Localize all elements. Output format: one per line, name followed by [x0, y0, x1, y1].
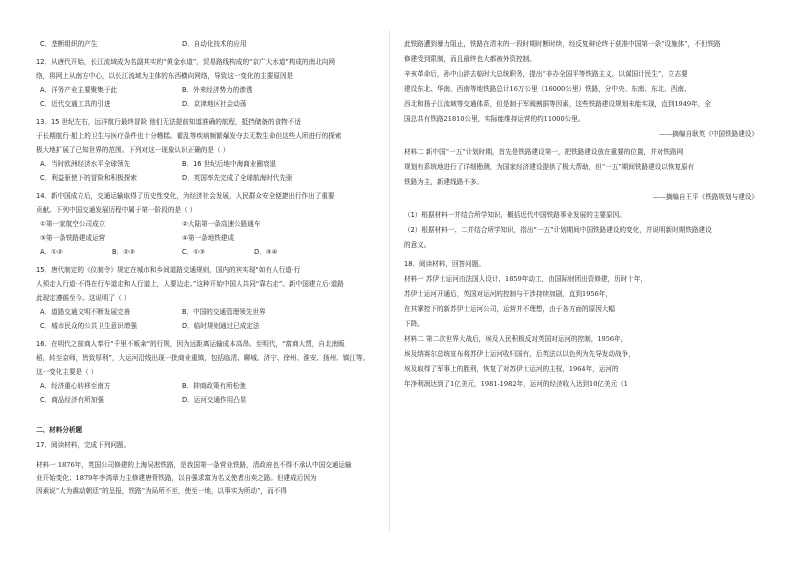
material-line: 埃及纳赛尔总统宣布将苏伊士运河收归国有，后英法以以色列为先导发动战争， — [404, 350, 635, 358]
material-line: 埃及取得了军事上的胜利，恢复了对苏伊士运河的主权，1964年，运河的 — [404, 365, 619, 373]
question-line: 贡献。下列中国交通发展历程中属于第一阶段的是（ ） — [36, 206, 197, 214]
question-line: D．自动化技术的应用 — [182, 40, 247, 48]
question-line: A．①② — [40, 248, 63, 256]
question-line: A．当时欧洲经济水平全球领先 — [40, 160, 131, 168]
material-line: 国总共有铁路21810公里，实际能维持运营的约11000公里。 — [404, 115, 585, 123]
question-line: C．近代交通工具的引进 — [40, 100, 111, 108]
question-line: ③第一条铁路建成运营 — [40, 234, 106, 242]
question-line: A．经济重心转移至南方 — [40, 382, 111, 390]
question-line: 极大地扩展了已知世界的范围。下列对这一现象认识正确的是（ ） — [36, 146, 230, 154]
question-line: D．英国率先完成了全球航海时代先驱 — [182, 174, 293, 182]
question-line: 12．从唐代开始，长江流域成为名副其实的“黄金水道”，贸易路线构成的“京广大水道”构成的南北向网 — [36, 58, 335, 66]
material-line: 材料二 第二次世界大战后，埃及人民积极反对英国对运河的控制，1956年， — [404, 335, 628, 343]
material-line: 材料一 1876年，英国公司修建的上海吴淞铁路，是我国第一条营业铁路，清政府也不得不承认中国交通运输 — [36, 461, 352, 469]
question-line: 此现定遵循至今。这说明了（ ） — [36, 294, 131, 302]
question-line: 15．唐代制定的《仪制令》规定在城市和乡间道路交通规则，国内的宾实现“如有人行道·行 — [36, 266, 301, 274]
question-line: 稻，转至京师，皆致厚利”，大运河沿线出现一批商业重镇，包括临清、聊城、济宁、徐州、淮安、扬州、镇江等。 — [36, 354, 370, 362]
material-line: 规划有系统地进行了详细勘测，为国家经济建设提供了极大帮助，但“一五”期间铁路建设以恢复原有 — [404, 163, 695, 171]
material-line: 建设东北、华南、西南等地铁路总计16万公里（16000公里）铁路，分中央、东南、东北、西南、 — [404, 85, 691, 93]
question-line: D．③④ — [254, 248, 278, 256]
material-line: 苏伊士运河开通后，英国对运河的控制与干涉持续加剧，直到1956年， — [404, 290, 612, 298]
question-line: C．利益驱使下的冒险和积极探索 — [40, 174, 137, 182]
material-line: 铁路为主，新建线路不多。 — [404, 178, 484, 186]
material-line: 西北和扬子江流域等交通体系，但是制于军阀割据等因素，这些铁路建设规划未能实现，直到1949年，全 — [404, 100, 711, 108]
question-line: ④第一条地铁建成 — [182, 234, 235, 242]
question-line: C．①③ — [182, 248, 206, 256]
question-line: 13．15 世纪左右，远洋航行最终冒险 他们无法提前知道准确的航程，抵挡储备的食物不适 — [36, 118, 301, 126]
material-line: 业开始变化；1879年李鸿章力主修建唐胥铁路，以自强求富为名义使者出卖之路。但建成后因为 — [36, 474, 317, 482]
question-line: A．洋务产业主要聚集于此 — [40, 86, 118, 94]
question-line: 于长期航行·船上的卫生与医疗条件也十分糟糕。霍乱等疾病频繁爆发夺去无数生命但这些人所进行的探索 — [36, 132, 342, 140]
q17-intro: 17．阅读材料，完成下列问题。 — [36, 441, 131, 449]
material-line: 修建受到限制，而且最终也大都被外资控制。 — [404, 55, 536, 63]
question-line: C．垄断组织的产生 — [40, 40, 98, 48]
question-line: D．京津地区社会动荡 — [182, 100, 247, 108]
material-line: 因素说“大为震动朝廷”的呈报，铁路“为局所不至，使至一地，以事实为所动”，而不得 — [36, 487, 287, 495]
question-line: B．外来经济势力的渗透 — [182, 86, 253, 94]
material-line: 辛亥革命后，孙中山辞去临时大总统职务，提出“非办全国平等铁路主义，以谋国计民生”，立志要 — [404, 70, 688, 78]
material-line: 此铁路遭到暴力阻止，铁路在清末的一段时期时断时续，经反复辩论终于获准中国第一条“设施体”，不但铁路 — [404, 40, 721, 48]
material-line: 材料一 苏伊士运河由法国人设计，1859年动工，由国际财团出资修建，历时十年， — [404, 275, 648, 283]
question-line: 14．新中国成立后，交通运输取得了历史性变化，为经济社会发展，人民群众安全便捷出行作出了重要 — [36, 192, 335, 200]
material-line: （2）根据材料一、二并结合所学知识，指出“一五”计划期间中国铁路建设的变化，并说明新时期铁路建设 — [404, 226, 712, 234]
question-line: 络，将网上从南方中心，以长江流域为主体的东西横向网络，导致这一变化的主要原因是 — [36, 72, 294, 80]
material-line: （1）根据材料一并结合所学知识，概括近代中国铁路事业发展的主要原因。 — [404, 211, 626, 219]
question-line: 16．在明代之前商人奉行“千里不贩籴”的行规，因为远距离运输成本高昂。至明代，“富商大贾，自北南贩 — [36, 340, 345, 348]
question-line: B．中国的交通管理领先世界 — [182, 308, 266, 316]
section-2-title: 二、材料分析题 — [36, 426, 83, 434]
question-line: 这一变化主要是（ ） — [36, 368, 98, 376]
question-line: A．道路交通文明不断发展完善 — [40, 308, 131, 316]
question-line: B．②③ — [112, 248, 135, 256]
material-line: 材料二 新中国“一五”计划时期，首先是铁路建设第一，把铁路建设放在重要的位置，并对铁路网 — [404, 148, 684, 156]
material-line: 下降。 — [404, 320, 424, 328]
material-line: 的意义。 — [404, 241, 431, 249]
question-line: 人须走人行道·不得在行车道走和人行道上，人要边走。”这种开始中国人共同“靠右走”。新中国建立后·道路 — [36, 280, 344, 288]
material-line: 在其掌控下的新苏伊士运河公司，运营并不理想，由于各方面的原因大幅 — [404, 305, 615, 313]
question-line: C．商品经济有所加强 — [40, 396, 104, 404]
question-line: ②大陆第一条高速公路通车 — [182, 220, 261, 228]
question-line: B．抑商政策有所松弛 — [182, 382, 246, 390]
source-citation: ——摘编自耿英《中国铁路建设》 — [659, 130, 758, 138]
question-line: B．16 世纪后地中海商业圈衰退 — [182, 160, 277, 168]
material-line: 18．阅读材料，回答问题。 — [404, 260, 485, 268]
question-line: D．临时规则通过已成定法 — [182, 322, 260, 330]
question-line: ①第一家航空公司成立 — [40, 220, 106, 228]
question-line: C．城市民众的公共卫生意识增强 — [40, 322, 137, 330]
material-line: 年净利润达到了1亿美元，1981-1982年，运河的经济收入达到10亿美元（1 — [404, 380, 629, 388]
column-divider — [389, 30, 390, 532]
source-citation: ——摘编自王平《铁路规划与建设》 — [652, 193, 758, 201]
question-line: D．运河交通作用凸显 — [182, 396, 247, 404]
